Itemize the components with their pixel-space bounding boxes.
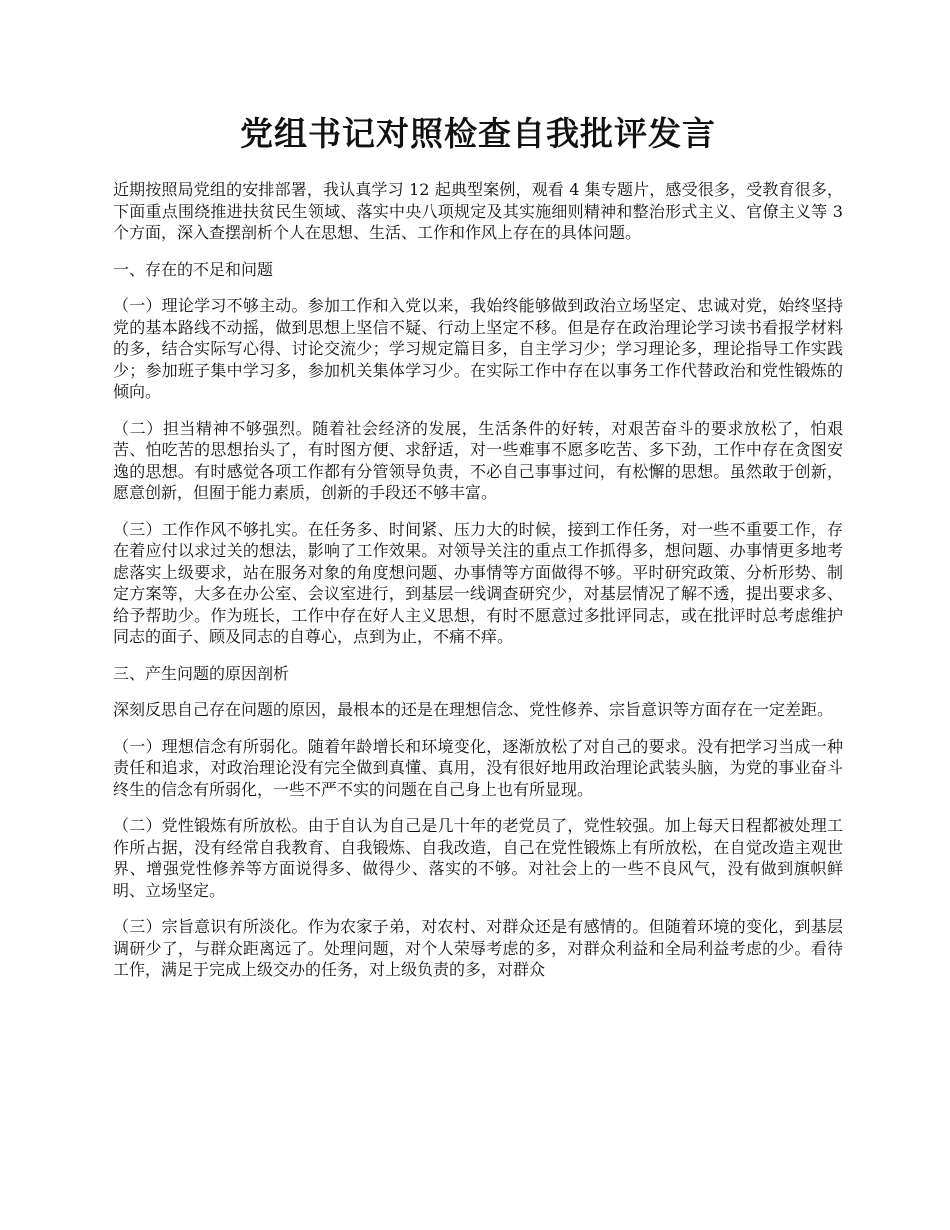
- intro-paragraph: 近期按照局党组的安排部署，我认真学习 12 起典型案例，观看 4 集专题片，感受很多，受教育很多，下面重点围绕推进扶贫民生领域、落实中央八项规定及其实施细则精神和整治形式主义、官僚主义等 3 个方面，深入查摆剖析个人在思想、生活、工作和作风上存在的具体问题。: [113, 180, 843, 242]
- paragraph-causes-intro: 深刻反思自己存在问题的原因，最根本的还是在理想信念、党性修养、宗旨意识等方面存在一定差距。: [113, 700, 834, 719]
- document-title: 党组书记对照检查自我批评发言: [240, 114, 716, 153]
- section-heading-problems: 一、存在的不足和问题: [113, 259, 274, 279]
- paragraph-ideals: （一）理想信念有所弱化。随着年龄增长和环境变化，逐渐放松了对自己的要求。没有把学习当成一种责任和追求，对政治理论没有完全做到真懂、真用，没有很好地用政治理论武装头脑，为党的事业奋斗终生的信念有所弱化，一些不严不实的问题在自己身上也有所显现。: [113, 736, 843, 799]
- paragraph-work-style: （三）工作作风不够扎实。在任务多、时间紧、压力大的时候，接到工作任务，对一些不重要工作，存在着应付以求过关的想法，影响了工作效果。对领导关注的重点工作抓得多，想问题、办事情更多地考虑落实上级要求，站在服务对象的角度想问题、办事情等方面做得不够。平时研究政策、分析形势、制定方案等，大多在办公室、会议室进行，到基层一线调查研究少，对基层情况了解不透，提出要求多、给予帮助少。作为班长，工作中存在好人主义思想，有时不愿意过多批评同志，或在批评时总考虑维护同志的面子、顾及同志的自尊心，点到为止，不痛不痒。: [113, 519, 843, 646]
- section-heading-causes: 三、产生问题的原因剖析: [113, 663, 290, 683]
- paragraph-theory-study: （一）理论学习不够主动。参加工作和入党以来，我始终能够做到政治立场坚定、忠诚对党，始终坚持党的基本路线不动摇，做到思想上坚信不疑、行动上坚定不移。但是存在政治理论学习读书看报学材料的多，结合实际写心得、讨论交流少；学习规定篇目多，自主学习少；学习理论多，理论指导工作实践少；参加班子集中学习多，参加机关集体学习少。在实际工作中存在以事务工作代替政治和党性锻炼的倾向。: [113, 296, 843, 401]
- paragraph-purpose: （三）宗旨意识有所淡化。作为农家子弟，对农村、对群众还是有感情的。但随着环境的变化，到基层调研少了，与群众距离远了。处理问题，对个人荣辱考虑的多，对群众利益和全局利益考虑的少。看待工作，满足于完成上级交办的任务，对上级负责的多，对群众: [113, 917, 843, 979]
- paragraph-responsibility: （二）担当精神不够强烈。随着社会经济的发展，生活条件的好转，对艰苦奋斗的要求放松了，怕艰苦、怕吃苦的思想抬头了，有时图方便、求舒适，对一些难事不愿多吃苦、多下劲，工作中存在贪图安逸的思想。有时感觉各项工作都有分管领导负责，不必自己事事过问，有松懈的思想。虽然敢于创新，愿意创新，但囿于能力素质，创新的手段还不够丰富。: [113, 418, 843, 502]
- document-page: [113, 112, 843, 996]
- paragraph-party-spirit: （二）党性锻炼有所放松。由于自认为自己是几十年的老党员了，党性较强。加上每天日程都被处理工作所占据，没有经常自我教育、自我锻炼、自我改造，自己在党性锻炼上有所放松，在自觉改造主观世界、增强党性修养等方面说得多、做得少、落实的不够。对社会上的一些不良风气，没有做到旗帜鲜明、立场坚定。: [113, 816, 843, 900]
